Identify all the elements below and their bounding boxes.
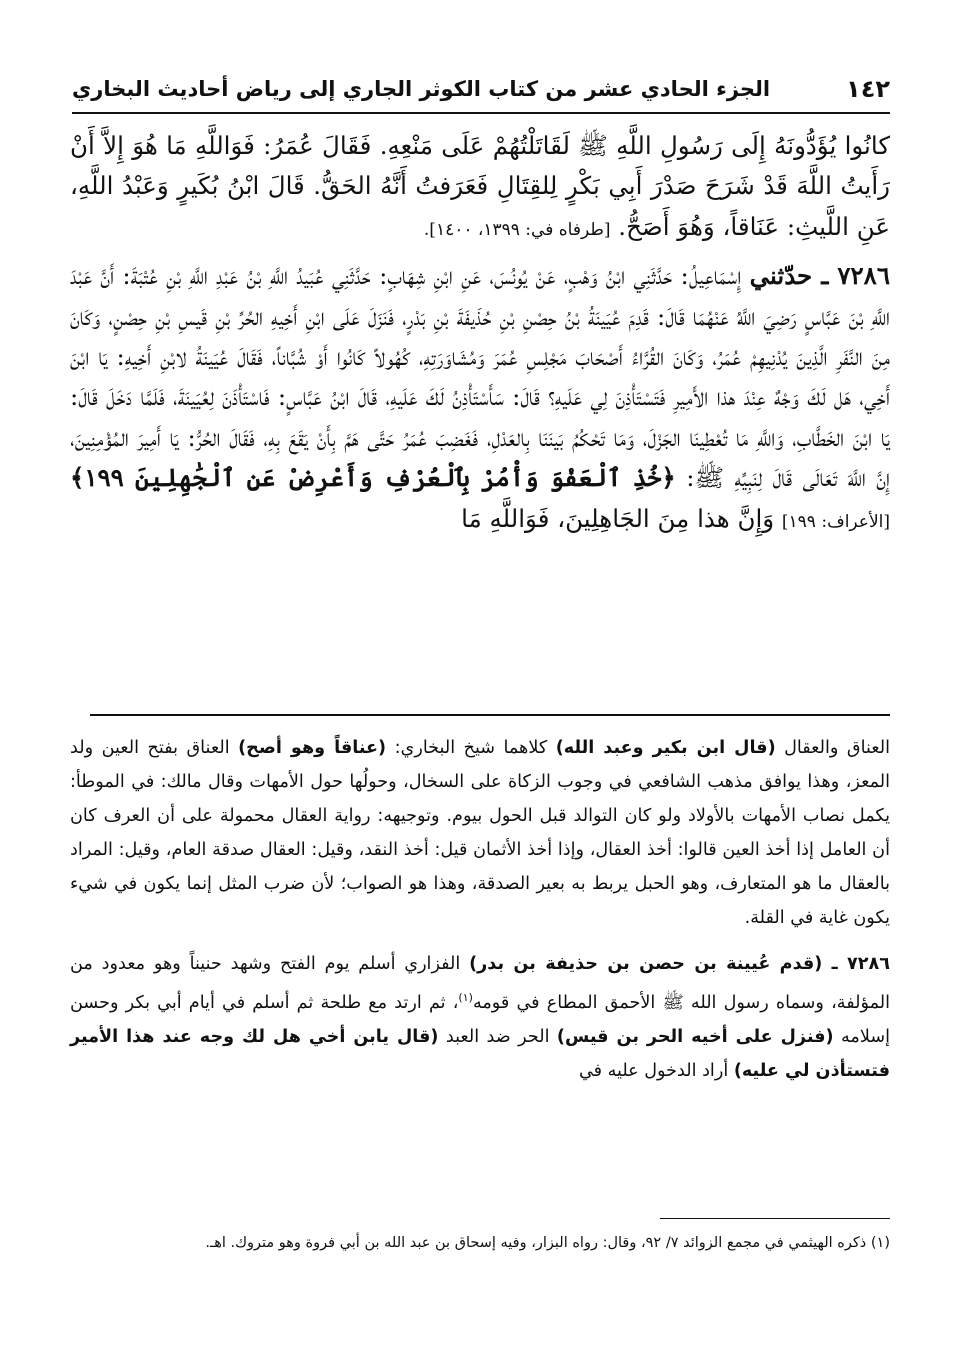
hadith-text-b: وَإِنَّ هذا مِنَ الجَاهِلِينَ، فَوَاللَّهِ مَا	[461, 503, 775, 533]
commentary-text: العناق بفتح العين ولد المعز، وهذا يوافق مذهب الشافعي في وجوب الزكاة على السخال، وحولُها حول الأمهات وقال مالك: في الموطأ: يكمل نصاب الأمهات بالأولاد ولو كان التوالد قبل الحول بيوم. وتوجيهه: رواية العقال محمولة على أن العرف كان أن العامل إذا أخذ العين قالوا: أخذ العقال، وإذا أخذ الأثمان قيل: أخذ النقد، وقيل: العقال صدقة العام، وقيل: المراد بالعقال ما هو المتعارف، وهو الحبل يربط به بعير الصدقة، وهذا هو الصواب؛ لأن ضرب المثل إنما يكون في شيء يكون غاية في القلة.	[70, 738, 890, 928]
commentary-paragraph	[70, 947, 890, 1088]
cross-reference: [طرفاه في: ١٣٩٩، ١٤٠٠].	[423, 219, 611, 240]
footnote-ref[interactable]: (١)	[458, 991, 473, 1004]
commentary	[70, 731, 890, 1088]
quran-verse: ﴿خُذِ ٱلْعَفْوَ وَأْمُرْ بِٱلْعُرْفِ وَأَعْرِضْ عَنِ ٱلْجَٰهِلِينَ ١٩٩﴾	[70, 463, 676, 493]
footnote-paragraph	[70, 1227, 890, 1259]
commentary-divider	[90, 714, 890, 716]
commentary-lemma: (قال ابن بكير وعبد الله)	[555, 738, 776, 758]
footnote-marker: (١)	[870, 1235, 890, 1251]
hadith-continuation-text: كانُوا يُؤَدُّونَهُ إِلَى رَسُولِ اللَّهِ ﷺ لَقَاتَلْتُهُمْ عَلَى مَنْعِهِ. فَقَالَ عُمَرُ: فَوَاللَّهِ مَا هُوَ إِلاَّ أَنْ رَأَيتُ اللَّهَ قَدْ شَرَحَ صَدْرَ أَبِي بَكْرٍ لِلقِتَالِ فَعَرَفتُ أَنَّهُ الحَقُّ. قَالَ ابْنُ بُكَيرٍ وَعَبْدُ اللَّهِ، عَنِ اللَّيثِ: عَنَاقاً، وَهُوَ أَصَحُّ.	[70, 131, 890, 241]
commentary-text: الحر ضد العبد	[438, 1026, 557, 1047]
page-number: ١٤٢	[846, 75, 890, 103]
hadith-text-a: إِسْمَاعِيلُ: حَدَّثَنِي ابْنُ وَهْبٍ، عَنْ يُونُسَ، عَنِ ابْنِ شِهَابٍ: حَدَّثَنِي عُبَيدُ اللَّهِ بْنُ عَبْدِ اللَّهِ بْنِ عُتْبَةَ: أَنَّ عَبْدَ اللَّهِ بْنَ عَبَّاسٍ رَضِيَ اللَّهُ عَنْهُمَا قَالَ: قَدِمَ عُيَينَةُ بْنُ حِصْنِ بْنِ حُذَيفَةَ بْنِ بَدْرٍ، فَنَزَلَ عَلَى ابْنِ أَخِيهِ الحُرِّ بْنِ قَيسِ بْنِ حِصْنٍ، وَكَانَ مِنَ النَّفَرِ الَّذِينَ يُدْنِيهِمْ عُمَرُ، وَكَانَ القُرَّاءُ أَصْحَابَ مَجْلِسِ عُمَرَ وَمُشَاوَرَتِهِ، كُهُولاً كَانُوا أَوْ شُبَّاناً، فَقَالَ عُيَينَةُ لابْنِ أَخِيهِ: يَا ابْنَ أَخِي، هَل لَكَ وَجْهٌ عِنْدَ هذا الأَمِيرِ فَتَسْتَأْذِنَ لِي عَلَيهِ؟ قَالَ: سَأَسْتَأْذِنُ لَكَ عَلَيهِ، قَالَ ابْنُ عَبَّاسٍ: فَاسْتَأْذَنَ لِعُيَينَةَ، فَلَمَّا دَخَلَ قَالَ: يَا ابْنَ الخَطَّابِ، وَاللَّهِ مَا تُعْطِينَا الجَزْلَ، وَمَا تَحْكُمُ بَينَنَا بِالعَدْلِ، فَغَضِبَ عُمَرُ حَتَّى هَمَّ بِأَنْ يَقَعَ بِهِ، فَقَالَ الحُرُّ: يَا أَمِيرَ المُؤْمِنِينَ، إِنَّ اللَّهَ تَعَالَى قَالَ لِنَبِيِّهِ ﷺ:	[70, 261, 890, 493]
hadith-continuation	[70, 126, 890, 250]
footnote	[70, 1227, 890, 1259]
commentary-paragraph	[70, 731, 890, 935]
commentary-lemma: ٧٢٨٦ ـ	[822, 954, 890, 974]
commentary-lemma: (قدم عُيينة بن حصن بن حذيفة بن بدر)	[469, 954, 823, 974]
footnote-divider	[660, 1218, 890, 1219]
commentary-lemma: (قال يابن أخي هل لك وجه عند هذا الأمير فتستأذن لي عليه)	[70, 1026, 890, 1081]
commentary-text: أراد الدخول عليه في	[578, 1060, 734, 1081]
hadith-number: ٧٢٨٦ ـ حدّثني	[749, 261, 890, 291]
commentary-text: ، ثم ارتد مع طلحة ثم أسلم في أيام أبي بكر وحسن إسلامه	[70, 992, 890, 1047]
hadith-7286	[70, 256, 890, 542]
hadith-text	[70, 126, 890, 542]
running-header	[72, 66, 890, 114]
running-title: الجزء الحادي عشر من كتاب الكوثر الجاري إلى رياض أحاديث البخاري	[72, 77, 771, 101]
footnote-text: ذكره الهيثمي في مجمع الزوائد ٧/ ٩٢، وقال: رواه البزار، وفيه إسحاق بن عبد الله بن أبي فروة وهو متروك. اهـ.	[205, 1235, 867, 1251]
commentary-text: الفزاري أسلم يوم الفتح وشهد حنيناً وهو معدود من المؤلفة، وسماه رسول الله ﷺ الأحمق المطاع في قومه	[70, 954, 890, 1013]
commentary-lemma: (عناقاً وهو أصح)	[238, 738, 387, 758]
commentary-text: العناق والعقال	[775, 738, 890, 758]
commentary-lemma: (فنزل على أخيه الحر بن قيس)	[556, 1026, 834, 1047]
commentary-text: كلاهما شيخ البخاري:	[386, 738, 556, 758]
surah-reference: [الأعراف: ١٩٩]	[781, 511, 890, 532]
